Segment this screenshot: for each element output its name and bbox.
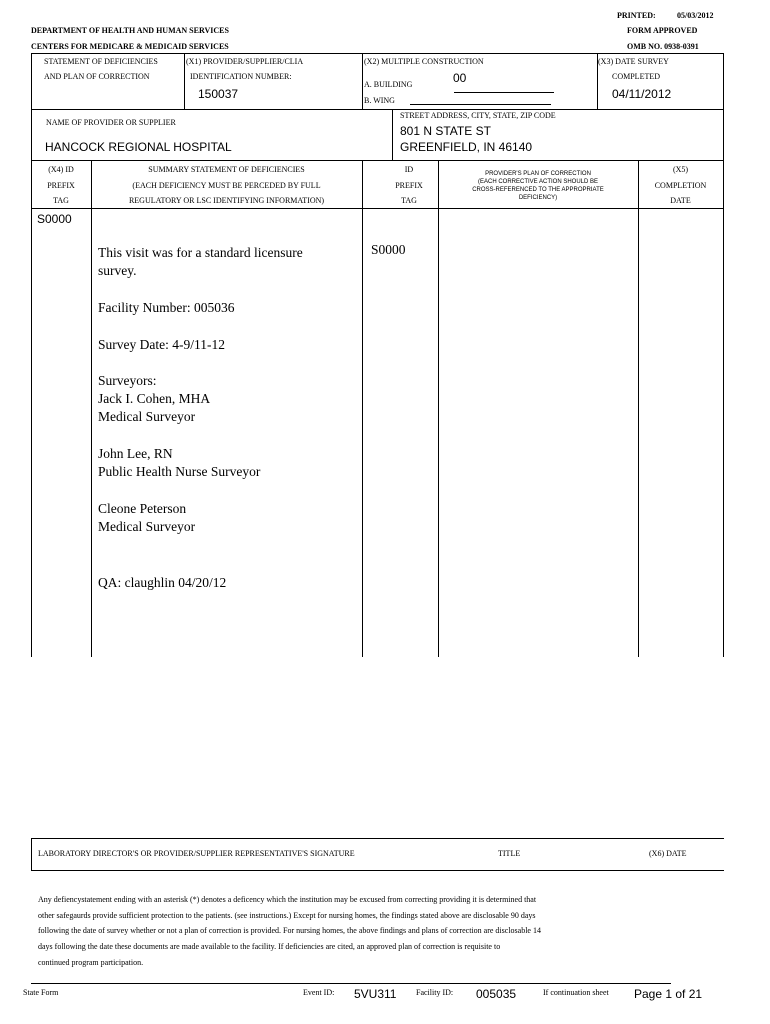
summary-header-line1: SUMMARY STATEMENT OF DEFICIENCIES: [148, 165, 305, 174]
x1-label-line1: (X1) PROVIDER/SUPPLIER/CLIA: [186, 57, 304, 66]
department-name: DEPARTMENT OF HEALTH AND HUMAN SERVICES: [31, 26, 229, 35]
x4-header-line3: TAG: [53, 196, 69, 205]
signature-label: LABORATORY DIRECTOR'S OR PROVIDER/SUPPLIER REPRESENTATIVE'S SIGNATURE: [38, 849, 355, 858]
building-value: 00: [453, 71, 467, 85]
surveyor-1-name: Jack I. Cohen, MHA: [98, 391, 211, 406]
right-prefix-tag: S0000: [371, 242, 406, 257]
printed-label: PRINTED:: [617, 11, 656, 20]
plan-header-line4: DEFICIENCY): [518, 195, 558, 201]
x5-header-line2: COMPLETION: [654, 181, 707, 190]
left-prefix-tag: S0000: [37, 212, 72, 226]
finding-line-1: This visit was for a standard licensure: [98, 245, 303, 260]
id-header-line1: ID: [404, 165, 414, 174]
surveyor-2-name: John Lee, RN: [98, 446, 173, 461]
plan-header-line3: CROSS-REFERENCED TO THE APPROPRIATE: [472, 187, 604, 193]
event-id-label: Event ID:: [303, 988, 335, 997]
surveyor-3-name: Cleone Peterson: [98, 501, 187, 516]
survey-date: Survey Date: 4-9/11-12: [98, 337, 225, 352]
centers-name: CENTERS FOR MEDICARE & MEDICAID SERVICES: [31, 42, 229, 51]
address-label: STREET ADDRESS, CITY, STATE, ZIP CODE: [400, 111, 556, 120]
surveyors-label: Surveyors:: [98, 373, 157, 388]
x3-label-line1: (X3) DATE SURVEY: [598, 57, 669, 66]
omb-number: OMB NO. 0938-0391: [627, 42, 699, 51]
surveyor-3-title: Medical Surveyor: [98, 519, 196, 534]
statement-label-line1: STATEMENT OF DEFICIENCIES: [44, 57, 158, 66]
surveyor-2-title: Public Health Nurse Surveyor: [98, 464, 261, 479]
building-label: A. BUILDING: [364, 80, 413, 89]
continuation-label: If continuation sheet: [543, 988, 609, 997]
survey-completed-date: 04/11/2012: [612, 87, 672, 101]
printed-date: 05/03/2012: [677, 11, 714, 20]
provider-id-number: 150037: [198, 87, 239, 101]
form-approved: FORM APPROVED: [627, 26, 698, 35]
x2-label: (X2) MULTIPLE CONSTRUCTION: [364, 57, 484, 66]
address-street: 801 N STATE ST: [400, 124, 491, 138]
disclaimer-line-2: other safegaurds provide sufficient protection to the patients. (see instructions.) Except for nursing homes, the findings stated above are disclosable 90 days: [38, 911, 536, 920]
disclaimer-line-5: continued program participation.: [38, 958, 144, 967]
x5-header-line3: DATE: [670, 196, 691, 205]
x1-label-line2: IDENTIFICATION NUMBER:: [190, 72, 292, 81]
event-id-value: 5VU311: [354, 987, 397, 1001]
x6-date-label: (X6) DATE: [649, 849, 687, 858]
x4-header-line1: (X4) ID: [48, 165, 74, 174]
finding-line-2: survey.: [98, 263, 137, 278]
summary-header-line2: (EACH DEFICIENCY MUST BE PERCEDED BY FULL: [132, 181, 321, 190]
wing-label: B. WING: [364, 96, 395, 105]
summary-header-line3: REGULATORY OR LSC IDENTIFYING INFORMATION): [128, 196, 325, 205]
title-label: TITLE: [498, 849, 521, 858]
statement-label-line2: AND PLAN OF CORRECTION: [44, 72, 150, 81]
page-number: Page 1 of 21: [634, 987, 703, 1001]
disclaimer-line-4: days following the date these documents are made available to the facility. If deficiencies are cited, an approved plan of correction is requisite to: [38, 942, 501, 951]
provider-name: HANCOCK REGIONAL HOSPITAL: [45, 140, 232, 154]
address-city: GREENFIELD, IN 46140: [400, 140, 533, 154]
qa-line: QA: claughlin 04/20/12: [98, 575, 227, 590]
x5-header-line1: (X5): [672, 165, 689, 174]
x3-label-line2: COMPLETED: [612, 72, 660, 81]
state-form-label: State Form: [23, 988, 59, 997]
disclaimer-line-3: following the date of survey whether or not a plan of correction is provided. For nursing homes, the above findings and plans of correction are disclosable 14: [38, 926, 541, 935]
disclaimer-line-1: Any defiencystatement ending with an asterisk (*) denotes a deficency which the institution may be excused from correcting providing it is determined that: [38, 895, 537, 904]
facility-number: Facility Number: 005036: [98, 300, 235, 315]
facility-id-label: Facility ID:: [416, 988, 454, 997]
surveyor-1-title: Medical Surveyor: [98, 409, 196, 424]
x4-header-line2: PREFIX: [47, 181, 75, 190]
plan-header-line1: PROVIDER'S PLAN OF CORRECTION: [485, 171, 591, 177]
facility-id-value: 005035: [476, 987, 517, 1001]
provider-name-label: NAME OF PROVIDER OR SUPPLIER: [46, 118, 176, 127]
id-header-line3: TAG: [401, 196, 417, 205]
plan-header-line2: (EACH CORRECTIVE ACTION SHOULD BE: [477, 179, 599, 185]
id-header-line2: PREFIX: [395, 181, 423, 190]
